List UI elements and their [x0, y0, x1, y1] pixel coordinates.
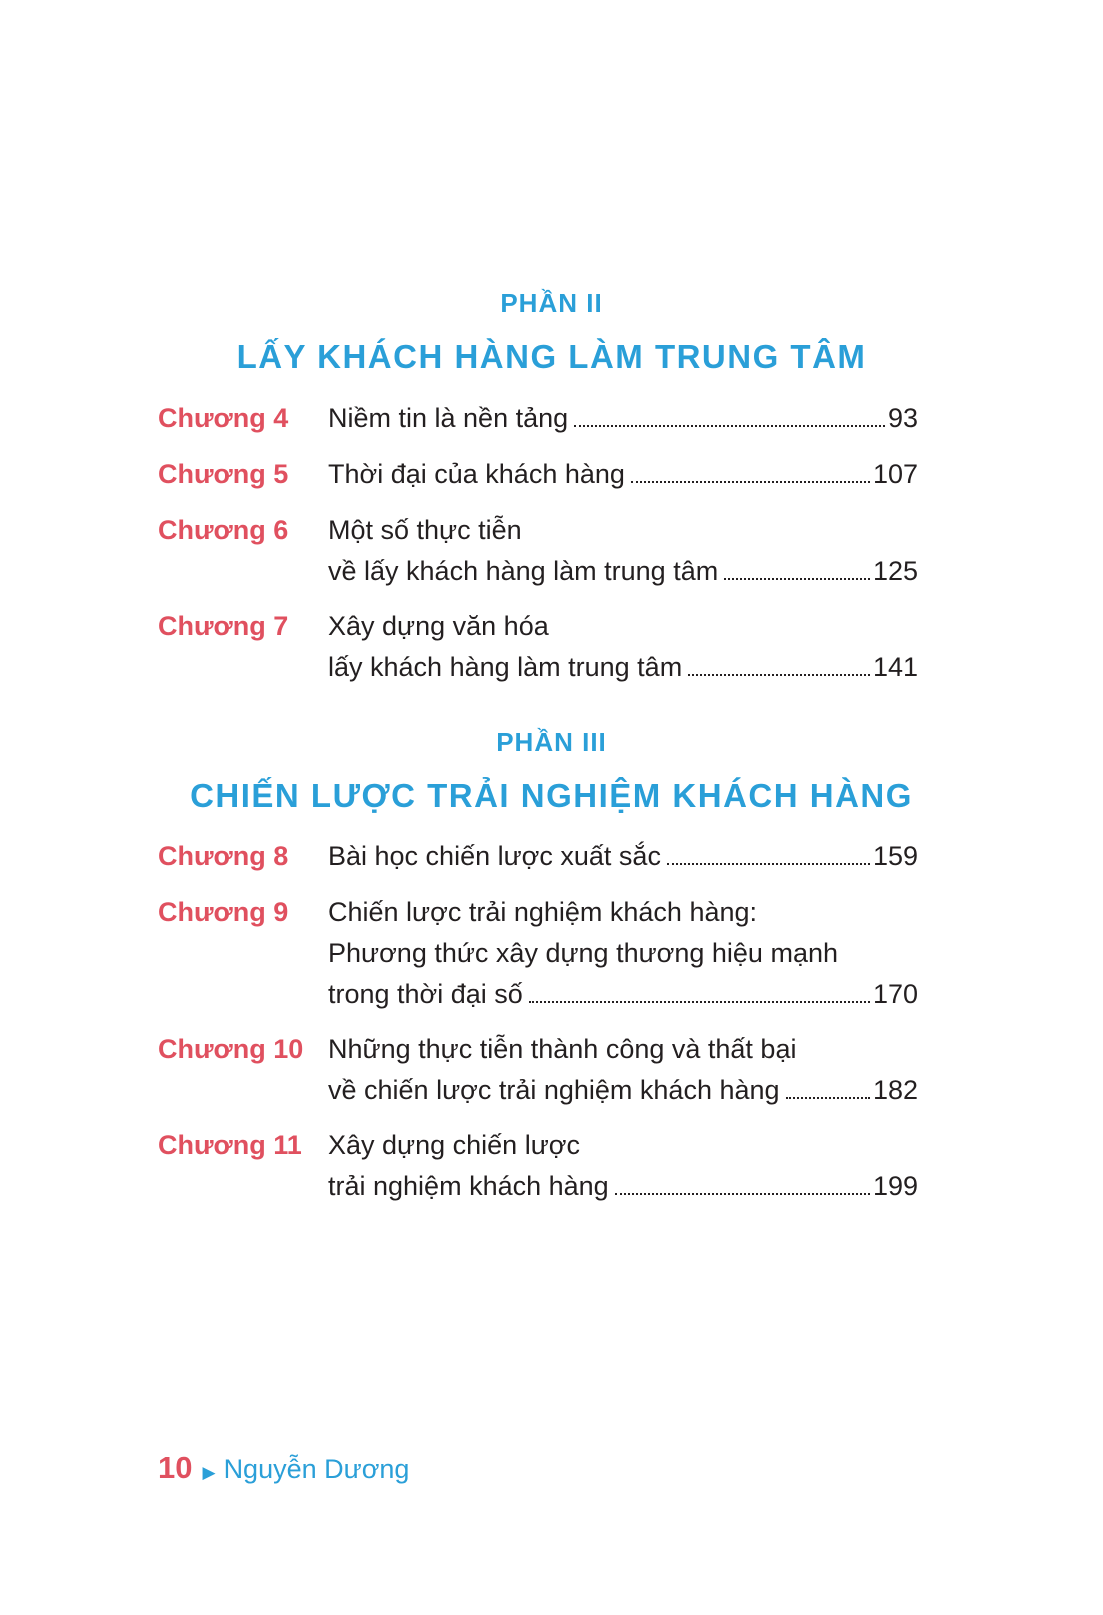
toc-line — [328, 974, 918, 1015]
dot-leader — [786, 1096, 870, 1099]
chapter-label: Chương 7 — [158, 611, 289, 641]
footer-author: Nguyễn Dương — [223, 1454, 410, 1484]
part-iii-label: PHẦN III — [496, 727, 607, 757]
page-number: 182 — [872, 1075, 918, 1105]
chapter-label: Chương 5 — [158, 459, 289, 489]
chapter-title: trong thời đại số — [328, 979, 523, 1009]
chapter-label: Chương 8 — [158, 841, 289, 871]
chapter-label: Chương 6 — [158, 515, 289, 545]
footer-page-number: 10 — [158, 1450, 193, 1485]
chapter-label: Chương 9 — [158, 897, 289, 927]
page-number: 199 — [872, 1171, 918, 1201]
dot-leader — [615, 1192, 870, 1195]
chapter-label: Chương 10 — [158, 1034, 304, 1064]
toc-line — [328, 1166, 918, 1207]
chapter-title: Xây dựng chiến lược — [328, 1130, 580, 1160]
dot-leader — [688, 673, 870, 676]
chapter-title: Chiến lược trải nghiệm khách hàng: — [328, 897, 758, 927]
chapter-title: lấy khách hàng làm trung tâm — [328, 652, 683, 682]
chapter-title: Bài học chiến lược xuất sắc — [328, 841, 661, 871]
page-footer — [158, 1450, 409, 1486]
part-ii-label: PHẦN II — [500, 288, 603, 318]
chapter-title: Những thực tiễn thành công và thất bại — [328, 1034, 797, 1064]
toc-line — [328, 551, 918, 592]
dot-leader — [631, 480, 870, 483]
part-iii-title: CHIẾN LƯỢC TRẢI NGHIỆM KHÁCH HÀNG — [190, 777, 913, 814]
chapter-title: trải nghiệm khách hàng — [328, 1171, 609, 1201]
chapter-title: về chiến lược trải nghiệm khách hàng — [328, 1075, 780, 1105]
dot-leader — [574, 424, 885, 427]
page-number: 107 — [872, 459, 918, 489]
toc-line — [328, 647, 918, 688]
chapter-title: về lấy khách hàng làm trung tâm — [328, 556, 719, 586]
part-ii-title: LẤY KHÁCH HÀNG LÀM TRUNG TÂM — [236, 338, 867, 375]
toc-line — [328, 398, 918, 439]
page-number: 125 — [872, 556, 918, 586]
chapter-title: Phương thức xây dựng thương hiệu mạnh — [328, 938, 838, 968]
page-number: 93 — [887, 403, 918, 433]
chapter-title: Niềm tin là nền tảng — [328, 403, 569, 433]
page-number: 170 — [872, 979, 918, 1009]
chapter-label: Chương 11 — [158, 1130, 302, 1160]
triangle-right-icon: ▶ — [202, 1463, 216, 1482]
chapter-title: Xây dựng văn hóa — [328, 611, 549, 641]
page-number: 159 — [872, 841, 918, 871]
page-number: 141 — [872, 652, 918, 682]
chapter-label: Chương 4 — [158, 403, 289, 433]
toc-line — [328, 454, 918, 495]
dot-leader — [529, 1000, 870, 1003]
toc-line — [328, 836, 918, 877]
dot-leader — [724, 577, 870, 580]
chapter-title: Thời đại của khách hàng — [328, 459, 625, 489]
dot-leader — [667, 862, 870, 865]
chapter-title: Một số thực tiễn — [328, 515, 522, 545]
toc-line — [328, 1070, 918, 1111]
